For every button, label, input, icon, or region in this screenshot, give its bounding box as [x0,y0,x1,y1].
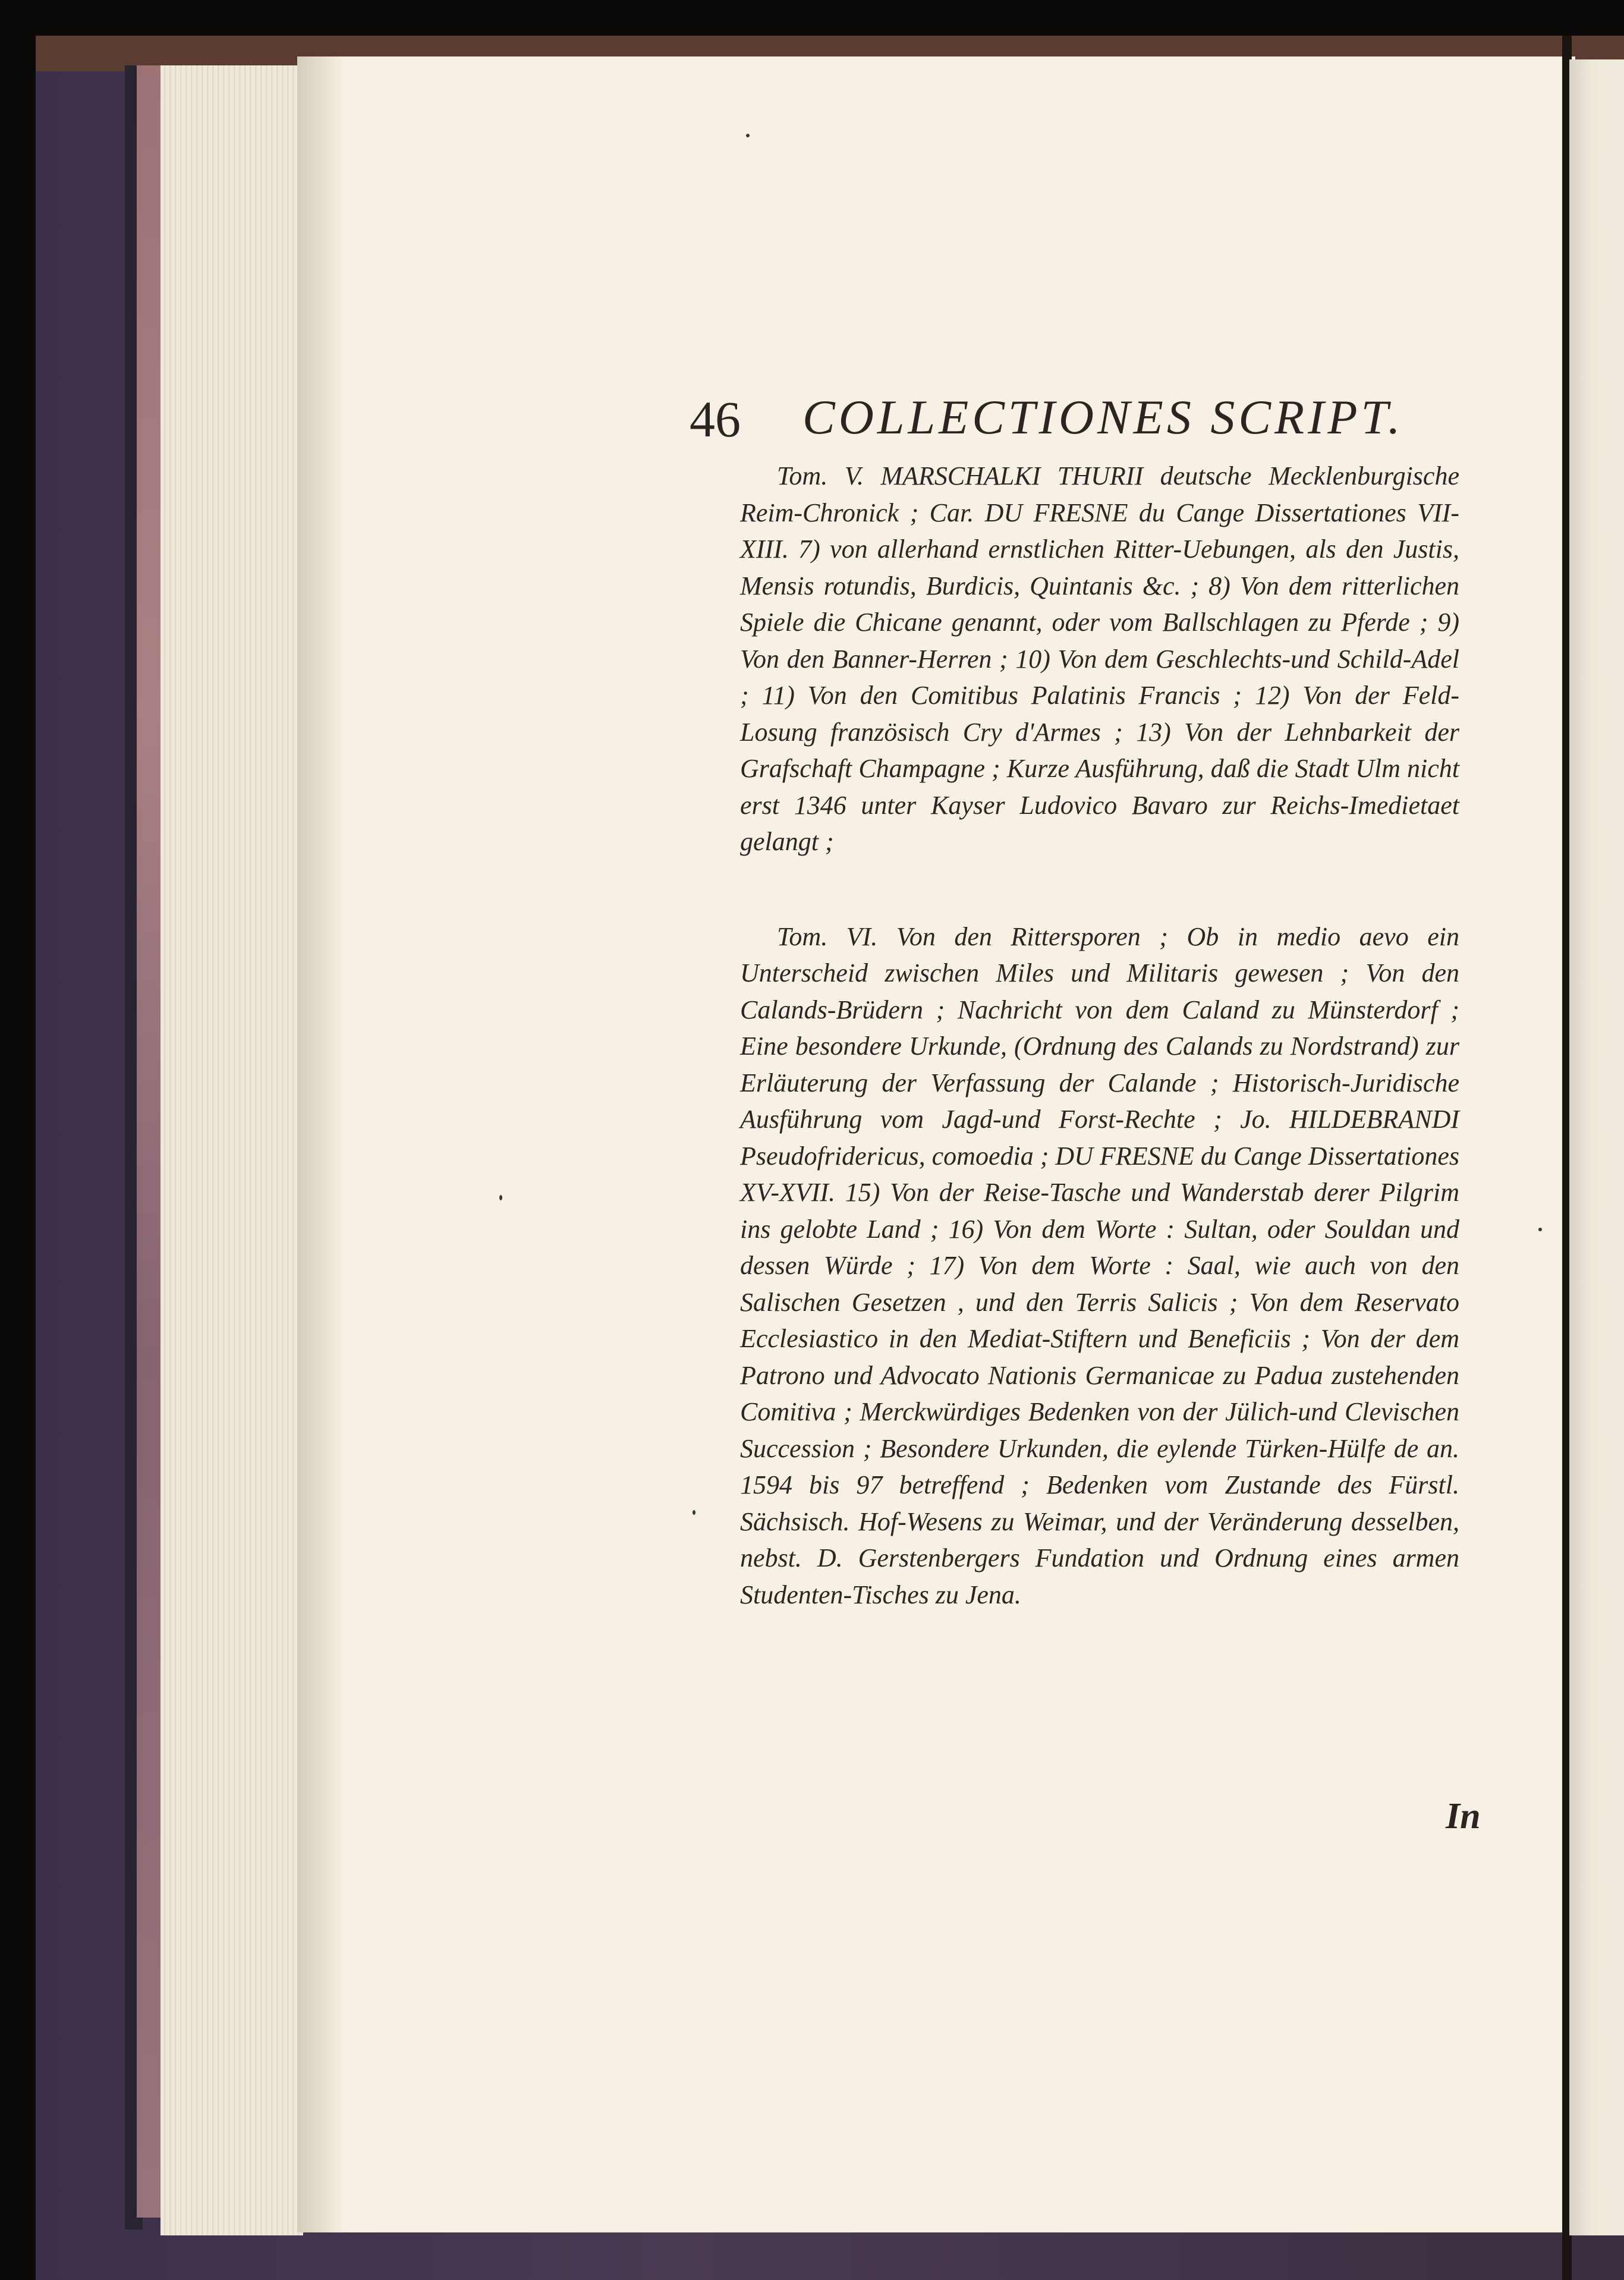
page-gutter-shadow [297,56,345,2232]
body-text [740,458,1459,1613]
running-title: COLLECTIONES SCRIPT. [802,390,1404,444]
catchword: In [1446,1796,1481,1836]
running-head [690,389,1462,455]
facing-page-edge [1569,59,1624,2235]
page-speck [693,1510,695,1515]
paragraph-tom-v: Tom. V. MARSCHALKI THURII deutsche Mecklenburgische Reim-Chronick ; Car. DU FRESNE du Cange Dissertationes VII-XIII. 7) von allerhand ernstlichen Ritter-Uebungen, als den Justis, Mensis rotundis, Burdicis, Quintanis &c. ; 8) Von dem ritterlichen Spiele die Chicane genannt, oder vom Ballschlagen zu Pferde ; 9) Von den Banner-Herren ; 10) Von dem Geschlechts-und Schild-Adel ; 11) Von den Comitibus Palatinis Francis ; 12) Von der Feld-Losung französisch Cry d'Armes ; 13) Von der Lehnbarkeit der Grafschaft Champagne ; Kurze Ausführung, daß die Stadt Ulm nicht erst 1346 unter Kayser Ludovico Bavaro zur Reichs-Imedietaet gelangt ; [740,461,1459,856]
page-speck [499,1195,502,1200]
paragraph-tom-vi: Tom. VI. Von den Rittersporen ; Ob in medio aevo ein Unterscheid zwischen Miles und Militaris gewesen ; Von den Calands-Brüdern ; Nachricht von dem Caland zu Münsterdorf ; Eine besondere Urkunde, (Ordnung des Calands zu Nordstrand) zur Erläuterung der Verfassung der Calande ; Historisch-Juridische Ausführung vom Jagd-und Forst-Rechte ; Jo. HILDEBRANDI Pseudofridericus, comoedia ; DU FRESNE du Cange Dissertationes XV-XVII. 15) Von der Reise-Tasche und Wanderstab derer Pilgrim ins gelobte Land ; 16) Von dem Worte : Sultan, oder Souldan und dessen Würde ; 17) Von dem Worte : Saal, wie auch von den Salischen Gesetzen , und den Terris Salicis ; Von dem Reservato Ecclesiastico in den Mediat-Stiftern und Beneficiis ; Von der dem Patrono und Advocato Nationis Germanicae zu Padua zustehenden Comitiva ; Merckwürdiges Bedenken von der Jülich-und Clevischen Succession ; Besondere Urkunden, die eylende Türken-Hülfe de an. 1594 bis 97 betreffend ; Bedenken vom Zustande des Fürstl. Sächsisch. Hof-Wesens zu Weimar, und der Veränderung desselben, nebst. D. Gerstenbergers Fundation und Ordnung eines armen Studenten-Tisches zu Jena. [740,922,1459,1609]
page-speck [746,134,750,137]
page-fore-edge [160,65,303,2235]
page-speck [1538,1228,1542,1231]
page-number: 46 [690,391,741,448]
